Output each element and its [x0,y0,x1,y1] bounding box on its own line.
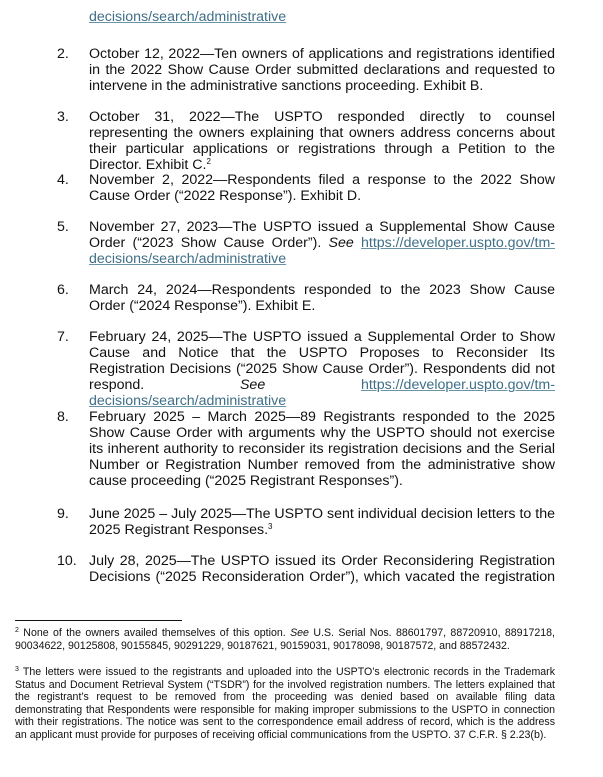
footnote-3 [15,666,555,742]
item-body: February 24, 2025—The USPTO issued a Supplemental Order to Show Cause and Notice that the USPTO Proposes to Reconsider Its Registration Decisions (“2025 Show Cause Order”). Respondents did not respond. [89,329,555,393]
item-number: 8. [57,409,69,425]
list-item-2 [57,46,555,94]
item-text [89,329,555,409]
list-item-8 [57,409,555,489]
footnote-mark: 3 [15,666,19,673]
see-signal: See [239,377,266,393]
footnote-separator [15,620,182,621]
item-text [89,506,555,538]
item-text: March 24, 2024—Respondents responded to the 2023 Show Cause Order (“2024 Response”). Exhibit E. [89,282,555,314]
footnote-text: None of the owners availed themselves of this option. [23,627,286,639]
administrative-decisions-link[interactable]: https://developer.uspto.gov/tm-decisions/search/administrative [89,377,555,409]
footnote-ref-2[interactable]: 2 [206,157,211,166]
list-item-7 [57,329,555,409]
see-signal: See [328,235,354,251]
footnote-mark: 2 [15,627,19,634]
list-item-9 [57,506,555,538]
list-item-6 [57,282,555,314]
administrative-decisions-link[interactable]: decisions/search/administrative [89,9,287,25]
serial-numbers: U.S. Serial Nos. 88601797, 88720910, 88917218, 90034622, 90125808, 90155845, 90291229, 90187621, 90159031, 90178098, 90187572, and 88572432. [15,627,555,652]
item-text: October 12, 2022—Ten owners of applications and registrations identified in the 2022 Show Cause Order submitted declarations and requested to intervene in the administrative sanctions proceeding. Exhibit B. [89,46,555,94]
footnote-2 [15,627,555,652]
item-text: July 28, 2025—The USPTO issued its Order Reconsidering Registration Decisions (“2025 Reconsideration Order”), which vacated the registration [89,553,555,585]
item-text: February 2025 – March 2025—89 Registrants responded to the 2025 Show Cause Order with arguments why the USPTO should not exercise its inherent authority to reconsider its registration decisions and the Serial Number or Registration Number removed from the administrative show cause proceeding (“2025 Registrant Responses”). [89,409,555,489]
footnote-text: The letters were issued to the registrants and uploaded into the USPTO’s electronic records in the Trademark Status and Document Retrieval System (“TSDR”) for the involved registration numbers. The letters explained that the registrant’s request to be removed from the proceeding was denied based on available filing data demonstrating that Respondents were responsible for making improper submissions to the USPTO in connection with their registrations. The notice was sent to the correspondence email address of record, which is the address an applicant must provide for purposes of receiving official communications from the USPTO. 37 C.F.R. § 2.23(b). [15,666,555,741]
item-number: 3. [57,109,69,125]
item-body: November 27, 2023—The USPTO issued a Supplemental Show Cause Order (“2023 Show Cause Order”). [89,219,555,251]
item-number: 9. [57,506,69,522]
administrative-decisions-link[interactable]: https://developer.uspto.gov/tm-decisions/search/administrative [89,235,555,267]
footnote-ref-3[interactable]: 3 [268,522,273,531]
item-number: 4. [57,172,69,188]
item-body: June 2025 – July 2025—The USPTO sent individual decision letters to the 2025 Registrant Responses. [89,506,555,538]
item-number: 2. [57,46,69,62]
item-number: 5. [57,219,69,235]
item-number: 10. [57,553,77,569]
item-text: November 2, 2022—Respondents filed a response to the 2022 Show Cause Order (“2022 Response”). Exhibit D. [89,172,555,204]
see-signal: See [290,627,309,639]
item-text [89,219,555,267]
item-number: 7. [57,329,69,345]
item-number: 6. [57,282,69,298]
item-body: October 31, 2022—The USPTO responded directly to counsel representing the owners explaining that owners address concerns about their particular applications or registrations through a Petition to the Director. Exhibit C. [89,109,555,173]
list-item-4 [57,172,555,204]
list-item-5 [57,219,555,267]
list-item-3 [57,109,555,173]
list-item-10 [57,553,555,585]
item-text [89,109,555,173]
item-1-continuation [89,9,555,25]
